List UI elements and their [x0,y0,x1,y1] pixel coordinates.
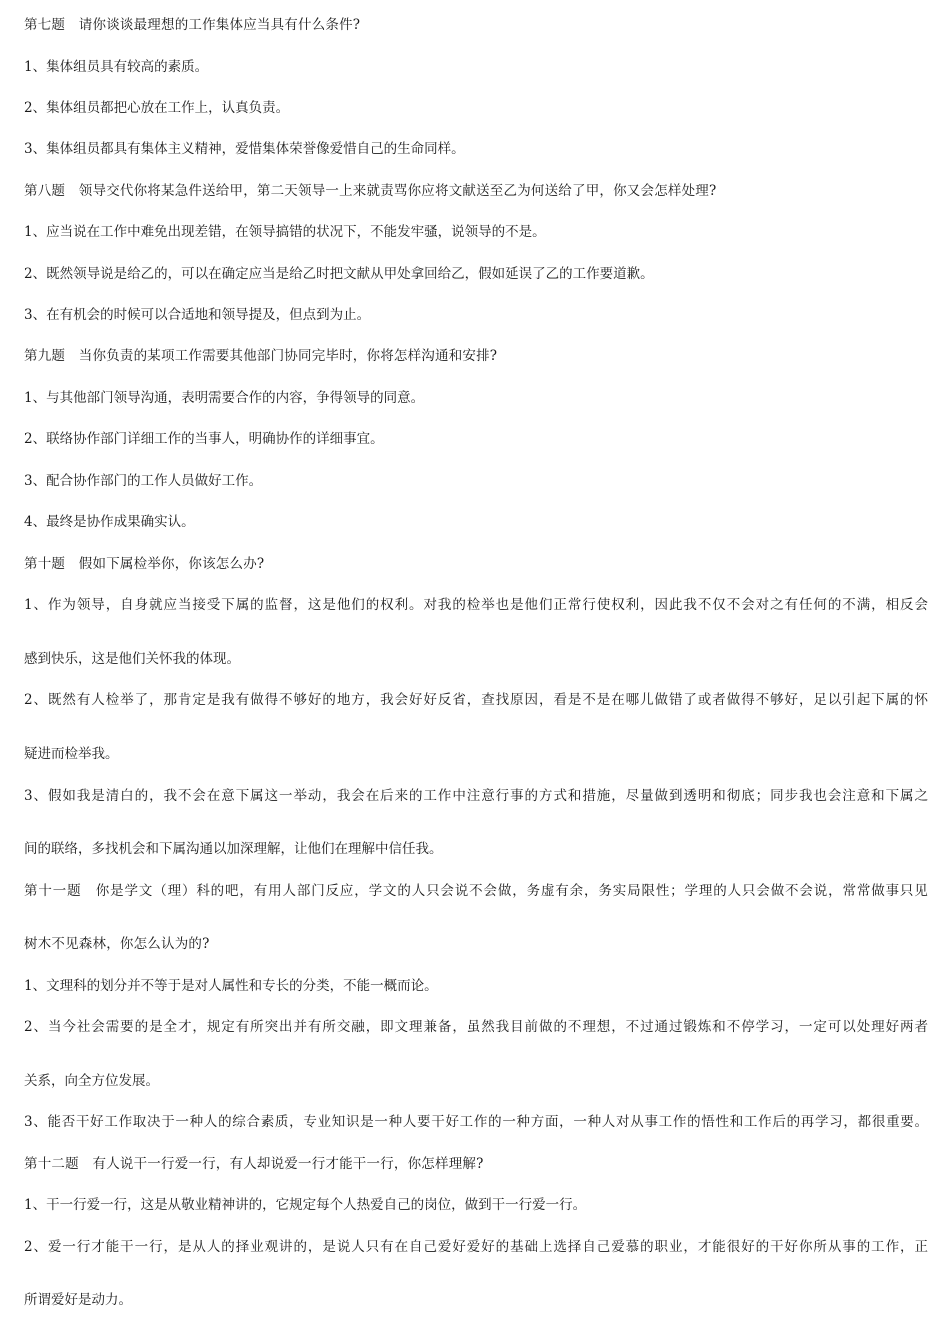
answer-line-continued: 间的联络，多找机会和下属沟通以加深理解，让他们在理解中信任我。 [24,841,443,857]
answer-line: 2、既然有人检举了，那肯定是我有做得不够好的地方，我会好好反省，查找原因，看是不是在哪儿做错了或者做得不够好，足以引起下属的怀 [24,692,928,708]
answer-line: 1、应当说在工作中难免出现差错，在领导搞错的状况下，不能发牢骚，说领导的不是。 [24,224,546,240]
answer-line-continued: 疑进而检举我。 [24,746,119,762]
question-heading: 第八题 领导交代你将某急件送给甲，第二天领导一上来就责骂你应将文献送至乙为何送给了甲，你又会怎样处理? [24,183,717,199]
answer-line: 3、配合协作部门的工作人员做好工作。 [24,473,263,489]
answer-line-continued: 感到快乐，这是他们关怀我的体现。 [24,651,240,667]
answer-line-continued: 所谓爱好是动力。 [24,1292,132,1308]
question-heading: 第十题 假如下属检举你，你该怎么办? [24,556,265,572]
answer-line: 1、干一行爱一行，这是从敬业精神讲的，它规定每个人热爱自己的岗位，做到干一行爱一行。 [24,1197,587,1213]
question-heading: 第十二题 有人说干一行爱一行，有人却说爱一行才能干一行，你怎样理解? [24,1156,484,1172]
answer-line: 1、作为领导，自身就应当接受下属的监督，这是他们的权利。对我的检举也是他们正常行使权利，因此我不仅不会对之有任何的不满，相反会 [24,597,928,613]
question-heading: 第七题 请你谈谈最理想的工作集体应当具有什么条件? [24,17,361,33]
answer-line: 3、能否干好工作取决于一种人的综合素质，专业知识是一种人要干好工作的一种方面，一种人对从事工作的悟性和工作后的再学习，都很重要。 [24,1114,928,1130]
answer-line: 2、集体组员都把心放在工作上，认真负责。 [24,100,290,116]
answer-line: 1、与其他部门领导沟通，表明需要合作的内容，争得领导的同意。 [24,390,425,406]
answer-line-continued: 关系，向全方位发展。 [24,1073,159,1089]
question-heading-continued: 树木不见森林，你怎么认为的? [24,936,210,952]
answer-line: 3、集体组员都具有集体主义精神，爱惜集体荣誉像爱惜自己的生命同样。 [24,141,465,157]
answer-line: 1、集体组员具有较高的素质。 [24,59,209,75]
answer-line: 2、既然领导说是给乙的，可以在确定应当是给乙时把文献从甲处拿回给乙，假如延误了乙的工作要道歉。 [24,266,654,282]
answer-line: 4、最终是协作成果确实认。 [24,514,195,530]
question-heading: 第九题 当你负责的某项工作需要其他部门协同完毕时，你将怎样沟通和安排? [24,348,498,364]
answer-line: 2、当今社会需要的是全才，规定有所突出并有所交融，即文理兼备，虽然我目前做的不理想，不过通过锻炼和不停学习，一定可以处理好两者 [24,1019,928,1035]
answer-line: 3、在有机会的时候可以合适地和领导提及，但点到为止。 [24,307,371,323]
answer-line: 2、联络协作部门详细工作的当事人，明确协作的详细事宜。 [24,431,384,447]
answer-line: 2、爱一行才能干一行，是从人的择业观讲的，是说人只有在自己爱好爱好的基础上选择自己爱慕的职业，才能很好的干好你所从事的工作，正 [24,1239,928,1255]
question-heading: 第十一题 你是学文（理）科的吧，有用人部门反应，学文的人只会说不会做，务虚有余，务实局限性；学理的人只会做不会说，常常做事只见 [24,883,928,899]
answer-line: 3、假如我是清白的，我不会在意下属这一举动，我会在后来的工作中注意行事的方式和措施，尽量做到透明和彻底；同步我也会注意和下属之 [24,788,928,804]
answer-line: 1、文理科的划分并不等于是对人属性和专长的分类，不能一概而论。 [24,978,438,994]
